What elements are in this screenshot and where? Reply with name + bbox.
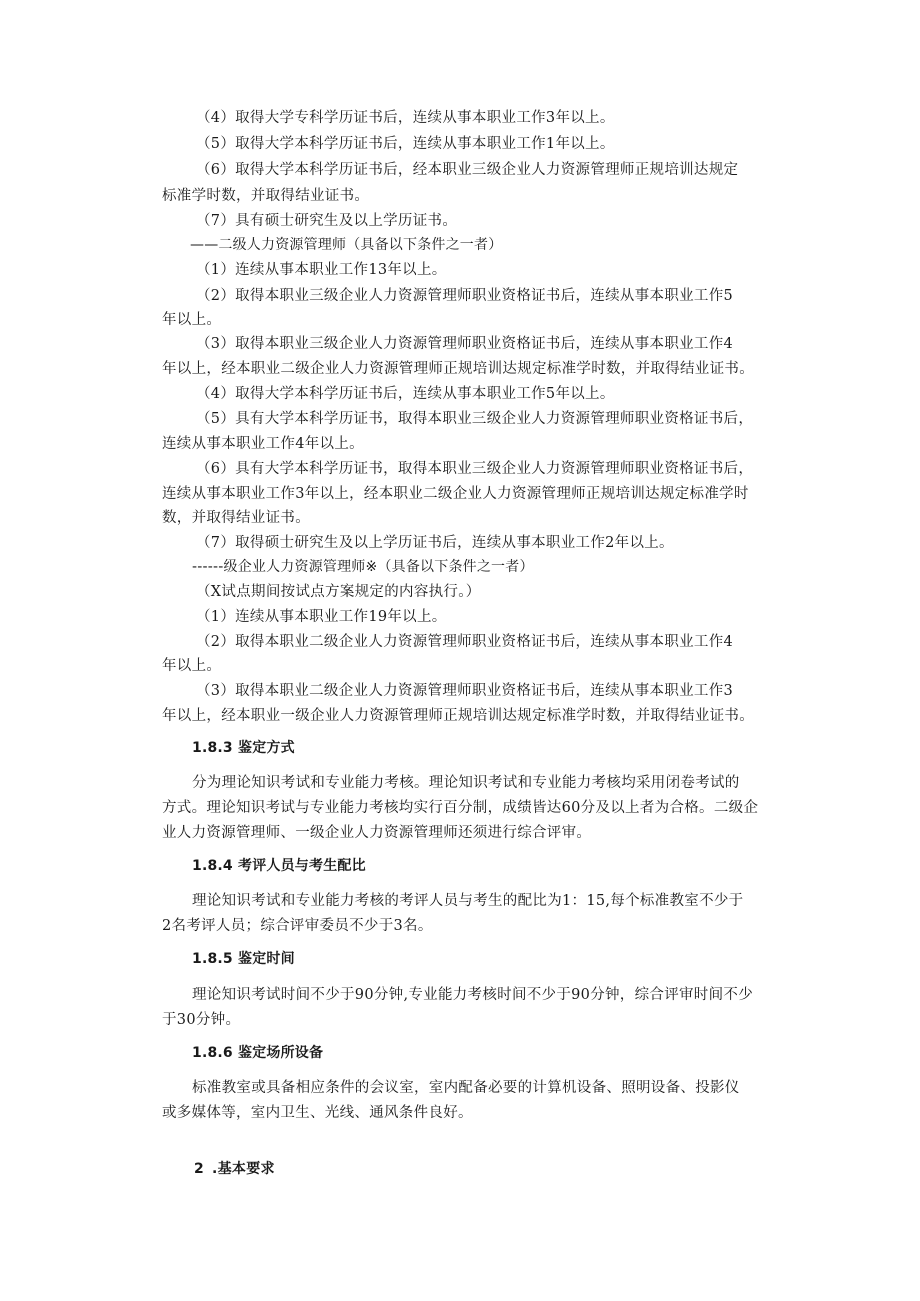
paragraph-line: （X试点期间按试点方案规定的内容执行。） bbox=[196, 584, 481, 600]
paragraph-line: 标准教室或具备相应条件的会议室，室内配备必要的计算机设备、照明设备、投影仪 bbox=[192, 1080, 740, 1096]
chapter-heading-2 bbox=[194, 1159, 275, 1179]
paragraph-line: 年以上。 bbox=[162, 312, 222, 328]
section-title: 鉴定场所设备 bbox=[238, 1045, 324, 1061]
paragraph-line: （2）取得本职业三级企业人力资源管理师职业资格证书后，连续从事本职业工作5 bbox=[196, 288, 734, 304]
paragraph-line: 于30分钟。 bbox=[162, 1012, 241, 1028]
paragraph-line: （6）具有大学本科学历证书，取得本职业三级企业人力资源管理师职业资格证书后， bbox=[196, 461, 754, 477]
paragraph-line: 年以上，经本职业二级企业人力资源管理师正规培训达规定标准学时数，并取得结业证书。 bbox=[162, 361, 754, 377]
section-heading-185 bbox=[192, 949, 295, 969]
paragraph-line: （1）连续从事本职业工作19年以上。 bbox=[196, 609, 447, 625]
paragraph-line: （4）取得大学专科学历证书后，连续从事本职业工作3年以上。 bbox=[196, 110, 615, 126]
paragraph-line: 理论知识考试和专业能力考核的考评人员与考生的配比为1：15,每个标准教室不少于 bbox=[192, 893, 744, 909]
paragraph-line: 标准学时数，并取得结业证书。 bbox=[162, 188, 370, 204]
level-heading-1: ------级企业人力资源管理师※（具备以下条件之一者） bbox=[192, 559, 534, 575]
section-heading-184 bbox=[192, 856, 366, 876]
chapter-title: .基本要求 bbox=[212, 1161, 275, 1177]
paragraph-line: 连续从事本职业工作4年以上。 bbox=[162, 436, 364, 452]
section-number: 1.8.4 bbox=[192, 858, 233, 874]
chapter-number: 2 bbox=[194, 1161, 205, 1177]
paragraph-line: 或多媒体等，室内卫生、光线、通风条件良好。 bbox=[162, 1105, 473, 1121]
section-title: 考评人员与考生配比 bbox=[238, 858, 366, 874]
section-title: 鉴定时间 bbox=[238, 951, 295, 967]
paragraph-line: （7）具有硕士研究生及以上学历证书。 bbox=[196, 213, 458, 229]
paragraph-line: （1）连续从事本职业工作13年以上。 bbox=[196, 262, 447, 278]
paragraph-line: （3）取得本职业三级企业人力资源管理师职业资格证书后，连续从事本职业工作4 bbox=[196, 336, 734, 352]
section-number: 1.8.3 bbox=[192, 740, 233, 756]
paragraph-line: 年以上，经本职业一级企业人力资源管理师正规培训达规定标准学时数，并取得结业证书。 bbox=[162, 708, 754, 724]
paragraph-line: 数，并取得结业证书。 bbox=[162, 510, 310, 526]
paragraph-line: （5）具有大学本科学历证书，取得本职业三级企业人力资源管理师职业资格证书后， bbox=[196, 411, 754, 427]
section-heading-186 bbox=[192, 1043, 323, 1063]
paragraph-line: 年以上。 bbox=[162, 658, 222, 674]
paragraph-line: （3）取得本职业二级企业人力资源管理师职业资格证书后，连续从事本职业工作3 bbox=[196, 683, 734, 699]
paragraph-line: （5）取得大学本科学历证书后，连续从事本职业工作1年以上。 bbox=[196, 136, 615, 152]
section-title: 鉴定方式 bbox=[238, 740, 295, 756]
paragraph-line: （4）取得大学本科学历证书后，连续从事本职业工作5年以上。 bbox=[196, 386, 615, 402]
paragraph-line: 理论知识考试时间不少于90分钟,专业能力考核时间不少于90分钟，综合评审时间不少 bbox=[192, 987, 754, 1003]
level-heading-2: ——二级人力资源管理师（具备以下条件之一者） bbox=[190, 237, 503, 253]
paragraph-line: 分为理论知识考试和专业能力考核。理论知识考试和专业能力考核均采用闭卷考试的 bbox=[192, 775, 740, 791]
paragraph-line: 2名考评人员；综合评审委员不少于3名。 bbox=[162, 918, 433, 934]
paragraph-line: 业人力资源管理师、一级企业人力资源管理师还须进行综合评审。 bbox=[162, 825, 592, 841]
section-number: 1.8.5 bbox=[192, 951, 233, 967]
section-number: 1.8.6 bbox=[192, 1045, 233, 1061]
paragraph-line: （6）取得大学本科学历证书后，经本职业三级企业人力资源管理师正规培训达规定 bbox=[196, 162, 739, 178]
paragraph-line: （7）取得硕士研究生及以上学历证书后，连续从事本职业工作2年以上。 bbox=[196, 535, 674, 551]
paragraph-line: 方式。理论知识考试与专业能力考核均实行百分制，成绩皆达60分及以上者为合格。二级企 bbox=[162, 800, 759, 816]
paragraph-line: 连续从事本职业工作3年以上，经本职业二级企业人力资源管理师正规培训达规定标准学时 bbox=[162, 486, 749, 502]
paragraph-line: （2）取得本职业二级企业人力资源管理师职业资格证书后，连续从事本职业工作4 bbox=[196, 634, 734, 650]
section-heading-183 bbox=[192, 738, 295, 758]
